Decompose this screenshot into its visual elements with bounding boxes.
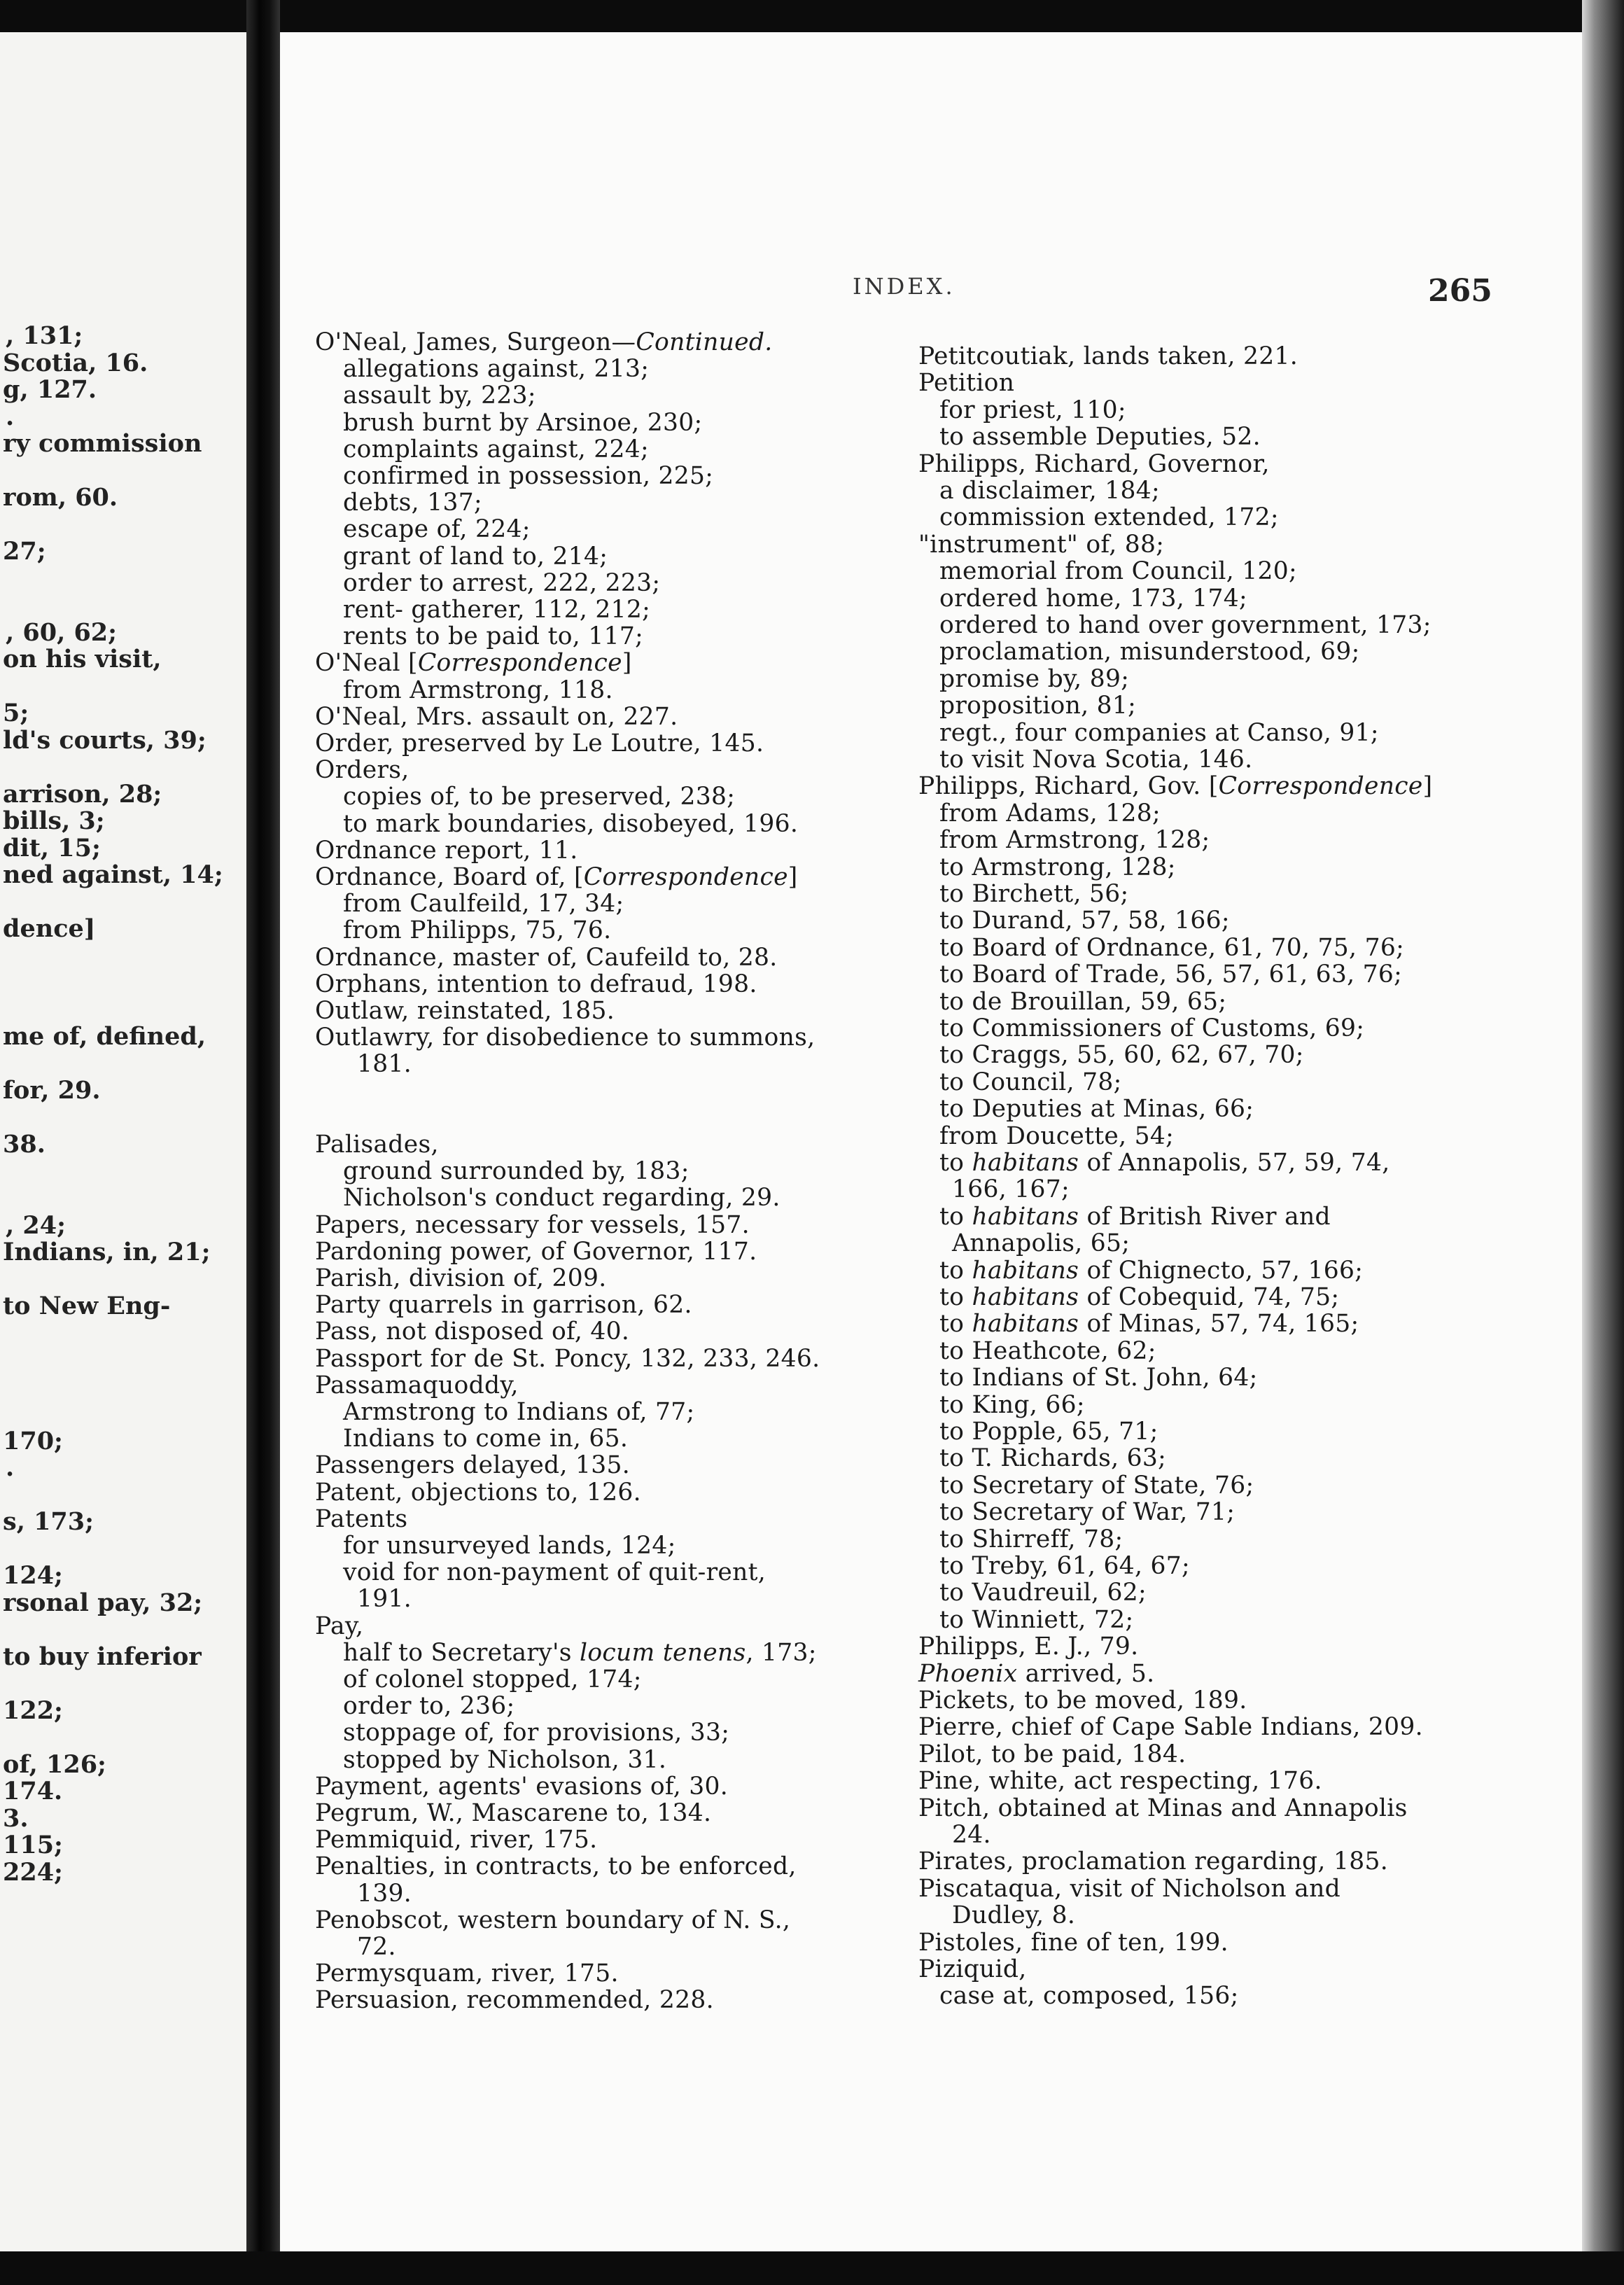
index-entry: to Shirreff, 78; bbox=[939, 1525, 1124, 1553]
index-entry: to Indians of St. John, 64; bbox=[939, 1364, 1258, 1392]
index-entry: Parish, division of, 209. bbox=[315, 1264, 607, 1292]
margin-fragment: 124; bbox=[3, 1561, 63, 1590]
index-entry: to Deputies at Minas, 66; bbox=[939, 1095, 1254, 1124]
index-entry: Pirates, proclamation regarding, 185. bbox=[918, 1847, 1388, 1876]
margin-fragment: me of, defined, bbox=[3, 1022, 206, 1051]
index-entry: from Armstrong, 118. bbox=[343, 676, 613, 704]
index-entry: of colonel stopped, 174; bbox=[343, 1665, 642, 1693]
index-entry: Piscataqua, visit of Nicholson and bbox=[918, 1874, 1340, 1903]
index-entry: to T. Richards, 63; bbox=[939, 1444, 1167, 1473]
margin-fragment: 224; bbox=[3, 1857, 63, 1887]
index-entry: Passamaquoddy, bbox=[315, 1371, 519, 1399]
margin-fragment: , 24; bbox=[6, 1210, 66, 1240]
index-entry: Pegrum, W., Mascarene to, 134. bbox=[315, 1799, 712, 1827]
index-entry: Pickets, to be moved, 189. bbox=[918, 1686, 1247, 1714]
index-entry: brush burnt by Arsinoe, 230; bbox=[343, 408, 703, 437]
index-entry: Ordnance, Board of, [Correspondence] bbox=[315, 863, 798, 891]
margin-fragment: Indians, in, 21; bbox=[3, 1238, 211, 1266]
left-facing-page bbox=[0, 32, 246, 2251]
margin-fragment: 5; bbox=[3, 699, 29, 727]
index-entry: void for non-payment of quit-rent, bbox=[343, 1558, 766, 1587]
index-entry: to Secretary of State, 76; bbox=[939, 1471, 1254, 1500]
margin-fragment: rsonal pay, 32; bbox=[3, 1588, 203, 1617]
index-entry: Annapolis, 65; bbox=[952, 1229, 1130, 1258]
index-entry: confirmed in possession, 225; bbox=[343, 462, 714, 490]
index-entry: order to arrest, 222, 223; bbox=[343, 568, 661, 597]
index-entry: 181. bbox=[357, 1050, 412, 1079]
index-entry: Pistoles, fine of ten, 199. bbox=[918, 1928, 1228, 1957]
index-entry: "instrument" of, 88; bbox=[918, 530, 1165, 559]
index-entry: grant of land to, 214; bbox=[343, 542, 608, 571]
index-entry: from Doucette, 54; bbox=[939, 1121, 1175, 1150]
index-entry: commission extended, 172; bbox=[939, 503, 1279, 532]
index-entry: Orders, bbox=[315, 756, 410, 785]
index-entry: to Council, 78; bbox=[939, 1068, 1122, 1096]
index-entry: Orphans, intention to defraud, 198. bbox=[315, 970, 757, 998]
index-entry: stopped by Nicholson, 31. bbox=[343, 1745, 667, 1774]
index-entry: Ordnance, master of, Caufeild to, 28. bbox=[315, 943, 778, 972]
index-entry: to Craggs, 55, 60, 62, 67, 70; bbox=[939, 1041, 1304, 1070]
index-entry: Pass, not disposed of, 40. bbox=[315, 1318, 630, 1346]
index-entry: Phoenix arrived, 5. bbox=[918, 1659, 1155, 1688]
index-entry: proclamation, misunderstood, 69; bbox=[939, 638, 1360, 666]
margin-fragment: ld's courts, 39; bbox=[3, 725, 206, 755]
index-entry: assault by, 223; bbox=[343, 382, 536, 410]
page-edge bbox=[1582, 0, 1624, 2285]
margin-fragment: , 131; bbox=[6, 321, 83, 350]
index-entry: to habitans of Cobequid, 74, 75; bbox=[939, 1283, 1340, 1311]
index-entry: Armstrong to Indians of, 77; bbox=[343, 1398, 695, 1426]
index-entry: Order, preserved by Le Loutre, 145. bbox=[315, 729, 764, 757]
index-entry: to Durand, 57, 58, 166; bbox=[939, 907, 1230, 935]
index-entry: Penalties, in contracts, to be enforced, bbox=[315, 1852, 797, 1881]
index-entry: allegations against, 213; bbox=[343, 355, 650, 384]
margin-fragment: to buy inferior bbox=[3, 1642, 202, 1671]
margin-fragment: for, 29. bbox=[3, 1076, 101, 1105]
index-entry: 191. bbox=[357, 1585, 412, 1614]
index-entry: rents to be paid to, 117; bbox=[343, 622, 644, 651]
index-entry: Pardoning power, of Governor, 117. bbox=[315, 1237, 757, 1266]
index-entry: Pemmiquid, river, 175. bbox=[315, 1826, 598, 1854]
margin-fragment: on his visit, bbox=[3, 645, 162, 673]
margin-fragment: 170; bbox=[3, 1426, 63, 1455]
index-entry: to Commissioners of Customs, 69; bbox=[939, 1014, 1365, 1042]
index-entry: 139. bbox=[357, 1879, 412, 1908]
scan-top-border bbox=[0, 0, 1624, 32]
margin-fragment: dence] bbox=[3, 914, 96, 943]
index-entry: Indians to come in, 65. bbox=[343, 1425, 629, 1453]
index-entry: order to, 236; bbox=[343, 1692, 515, 1721]
page-number: 265 bbox=[1428, 273, 1492, 309]
index-entry: Papers, necessary for vessels, 157. bbox=[315, 1210, 750, 1239]
index-entry: to Armstrong, 128; bbox=[939, 853, 1176, 881]
index-entry: ordered home, 173, 174; bbox=[939, 584, 1247, 613]
index-entry: to habitans of Minas, 57, 74, 165; bbox=[939, 1310, 1359, 1339]
index-entry: to Vaudreuil, 62; bbox=[939, 1579, 1147, 1607]
index-entry: to Board of Trade, 56, 57, 61, 63, 76; bbox=[939, 960, 1403, 989]
index-entry: to Board of Ordnance, 61, 70, 75, 76; bbox=[939, 933, 1405, 962]
index-entry: Pilot, to be paid, 184. bbox=[918, 1740, 1186, 1768]
margin-fragment: 122; bbox=[3, 1696, 63, 1725]
index-entry: Payment, agents' evasions of, 30. bbox=[315, 1772, 729, 1801]
margin-fragment: 38. bbox=[3, 1130, 46, 1159]
index-entry: memorial from Council, 120; bbox=[939, 557, 1297, 586]
margin-fragment: to New Eng- bbox=[3, 1292, 171, 1320]
index-entry: proposition, 81; bbox=[939, 692, 1137, 720]
index-entry: regt., four companies at Canso, 91; bbox=[939, 718, 1379, 747]
index-entry: 24. bbox=[952, 1821, 991, 1849]
index-entry: Penobscot, western boundary of N. S., bbox=[315, 1906, 791, 1934]
index-entry: to mark boundaries, disobeyed, 196. bbox=[343, 809, 799, 838]
margin-fragment: arrison, 28; bbox=[3, 779, 162, 809]
index-entry: Petitcoutiak, lands taken, 221. bbox=[918, 342, 1298, 370]
index-entry: a disclaimer, 184; bbox=[939, 477, 1160, 505]
index-entry: O'Neal, James, Surgeon—Continued. bbox=[315, 328, 773, 356]
index-entry: to visit Nova Scotia, 146. bbox=[939, 746, 1253, 774]
index-entry: promise by, 89; bbox=[939, 664, 1130, 693]
index-entry: Passengers delayed, 135. bbox=[315, 1451, 630, 1480]
index-entry: Pierre, chief of Cape Sable Indians, 209. bbox=[918, 1713, 1423, 1742]
index-entry: Palisades, bbox=[315, 1131, 439, 1159]
index-entry: case at, composed, 156; bbox=[939, 1982, 1239, 2011]
margin-fragment: ned against, 14; bbox=[3, 860, 223, 889]
index-entry: for priest, 110; bbox=[939, 396, 1126, 424]
margin-fragment: g, 127. bbox=[3, 375, 97, 404]
index-entry: to Secretary of War, 71; bbox=[939, 1498, 1236, 1527]
index-entry: Ordnance report, 11. bbox=[315, 836, 578, 865]
index-entry: Philipps, Richard, Gov. [Correspondence] bbox=[918, 772, 1433, 801]
index-entry: ordered to hand over government, 173; bbox=[939, 611, 1432, 639]
margin-fragment: , 60, 62; bbox=[6, 617, 118, 647]
margin-fragment: 174. bbox=[3, 1777, 63, 1805]
margin-fragment: . bbox=[6, 402, 15, 431]
index-entry: Pine, white, act respecting, 176. bbox=[918, 1767, 1322, 1796]
index-entry: to Heathcote, 62; bbox=[939, 1336, 1156, 1365]
margin-fragment: dit, 15; bbox=[3, 833, 101, 862]
index-entry: complaints against, 224; bbox=[343, 435, 649, 463]
index-entry: Patents bbox=[315, 1504, 408, 1533]
index-entry: O'Neal, Mrs. assault on, 227. bbox=[315, 702, 678, 731]
running-header: INDEX. bbox=[853, 273, 955, 300]
margin-fragment: bills, 3; bbox=[3, 806, 105, 835]
index-entry: to de Brouillan, 59, 65; bbox=[939, 987, 1227, 1016]
index-entry: to Birchett, 56; bbox=[939, 880, 1129, 908]
index-entry: Petition bbox=[918, 369, 1015, 398]
index-entry: copies of, to be preserved, 238; bbox=[343, 783, 736, 811]
index-entry: Patent, objections to, 126. bbox=[315, 1478, 641, 1507]
index-entry: to habitans of Annapolis, 57, 59, 74, bbox=[939, 1149, 1390, 1177]
index-entry: from Armstrong, 128; bbox=[939, 826, 1210, 855]
index-entry: Nicholson's conduct regarding, 29. bbox=[343, 1184, 780, 1213]
index-entry: Outlaw, reinstated, 185. bbox=[315, 997, 615, 1025]
index-entry: Passport for de St. Poncy, 132, 233, 246. bbox=[315, 1344, 820, 1373]
margin-fragment: . bbox=[6, 1453, 15, 1482]
index-entry: to Winniett, 72; bbox=[939, 1605, 1134, 1634]
index-entry: stoppage of, for provisions, 33; bbox=[343, 1719, 730, 1747]
margin-fragment: Scotia, 16. bbox=[3, 348, 148, 377]
index-entry: to King, 66; bbox=[939, 1390, 1085, 1419]
index-entry: from Philipps, 75, 76. bbox=[343, 916, 612, 945]
index-entry: Pay, bbox=[315, 1612, 364, 1640]
index-entry: 72. bbox=[357, 1933, 396, 1961]
margin-fragment: rom, 60. bbox=[3, 483, 118, 512]
index-entry: to assemble Deputies, 52. bbox=[939, 423, 1261, 452]
index-entry: Philipps, Richard, Governor, bbox=[918, 449, 1270, 478]
margin-fragment: 115; bbox=[3, 1831, 63, 1859]
book-gutter bbox=[246, 0, 280, 2285]
index-entry: from Caulfeild, 17, 34; bbox=[343, 890, 624, 918]
index-entry: rent- gatherer, 112, 212; bbox=[343, 596, 651, 624]
index-entry: to Popple, 65, 71; bbox=[939, 1418, 1158, 1446]
margin-fragment: s, 173; bbox=[3, 1507, 94, 1536]
index-entry: Philipps, E. J., 79. bbox=[918, 1633, 1139, 1661]
index-entry: Piziquid, bbox=[918, 1955, 1027, 1983]
index-entry: Outlawry, for disobedience to summons, bbox=[315, 1023, 816, 1052]
index-entry: to habitans of British River and bbox=[939, 1202, 1331, 1231]
index-entry: O'Neal [Correspondence] bbox=[315, 649, 632, 678]
margin-fragment: ry commission bbox=[3, 429, 202, 458]
index-entry: to Treby, 61, 64, 67; bbox=[939, 1552, 1190, 1580]
index-entry: escape of, 224; bbox=[343, 515, 531, 544]
index-entry: Pitch, obtained at Minas and Annapolis bbox=[918, 1794, 1408, 1822]
scan-bottom-border bbox=[0, 2251, 1624, 2285]
index-entry: Dudley, 8. bbox=[952, 1901, 1076, 1930]
index-entry: Persuasion, recommended, 228. bbox=[315, 1986, 714, 2015]
index-entry: Permysquam, river, 175. bbox=[315, 1959, 619, 1988]
margin-fragment: 27; bbox=[3, 537, 46, 566]
index-entry: for unsurveyed lands, 124; bbox=[343, 1532, 676, 1560]
index-entry: 166, 167; bbox=[952, 1175, 1070, 1204]
margin-fragment: 3. bbox=[3, 1803, 29, 1833]
index-entry: to habitans of Chignecto, 57, 166; bbox=[939, 1256, 1364, 1285]
index-entry: half to Secretary's locum tenens, 173; bbox=[343, 1638, 817, 1667]
margin-fragment: of, 126; bbox=[3, 1749, 106, 1779]
index-entry: Party quarrels in garrison, 62. bbox=[315, 1291, 692, 1320]
index-entry: from Adams, 128; bbox=[939, 799, 1161, 827]
index-entry: debts, 137; bbox=[343, 489, 482, 517]
index-entry: ground surrounded by, 183; bbox=[343, 1157, 690, 1186]
